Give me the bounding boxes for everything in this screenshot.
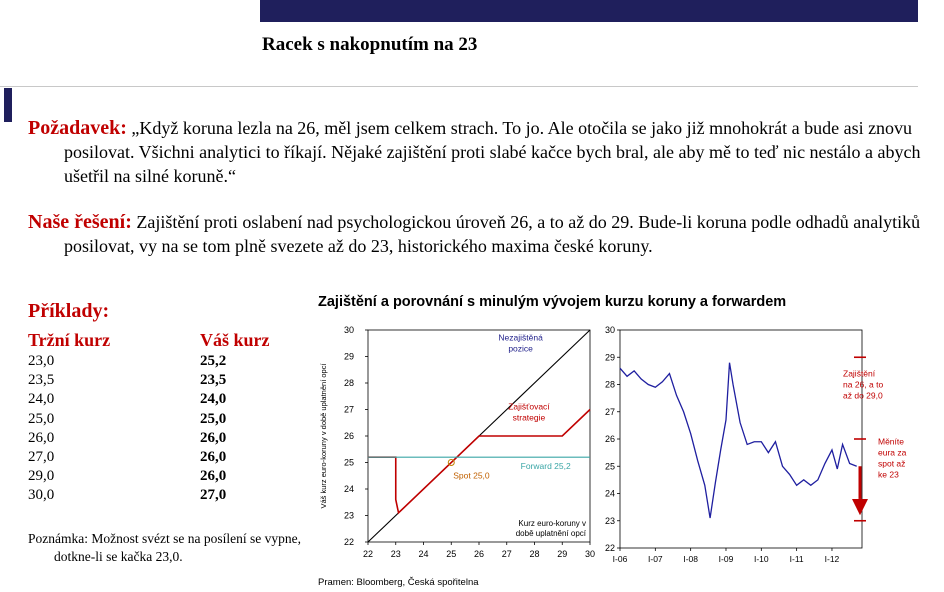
- y-tick-label: 25: [343, 457, 354, 468]
- top-banner: [260, 0, 918, 22]
- your-rate-cell: 25,0: [200, 410, 227, 427]
- market-rate-cell: 23,5: [28, 372, 55, 389]
- market-rate-cell: 26,0: [28, 429, 55, 446]
- y-tick-label: 30: [343, 325, 354, 335]
- history-chart: [602, 320, 907, 568]
- solution-text: Zajištění proti oslabení nad psychologickou úroveň 26, a to až do 29. Bude-li koruna podle odhadů analytiků posilovat, vy na se tom plně svezete až do 23, historického maxima české koruny.: [64, 212, 921, 256]
- examples-heading: Příklady:: [28, 300, 110, 322]
- y-tick-label: 26: [343, 431, 354, 441]
- requirement-text: „Když koruna lezla na 26, měl jsem celkem strach. To jo. Ale otočila se jako již mnohokrát a bude asi znovu posilovat. Všichni analytici to říkají. Nějaké zajištění proti slabé kačce bych bral, ale aby mě to teď nic nestálo a abych ušetřil na silné koruně.“: [64, 118, 921, 186]
- solution-label: Naše řešení:: [28, 211, 132, 233]
- y-tick-label: 28: [604, 379, 615, 390]
- x-tick-label: 26: [473, 549, 485, 559]
- table-row: [28, 448, 260, 467]
- table-row: [28, 352, 260, 371]
- x-tick-label: 25: [446, 549, 457, 559]
- y-tick-label: 23: [604, 515, 615, 526]
- your-rate-cell: 26,0: [200, 429, 227, 446]
- hedge-payoff-chart: [318, 320, 602, 568]
- x-tick-label: I-06: [612, 554, 628, 564]
- table-row: [28, 390, 260, 409]
- examples-table: [28, 352, 260, 506]
- plot-frame: [620, 330, 862, 548]
- table-row: [28, 410, 260, 429]
- x-tick-label: 24: [418, 549, 429, 559]
- x-tick-label: 23: [390, 549, 401, 559]
- eurczk-line: [620, 363, 857, 518]
- table-row: [28, 486, 260, 505]
- hedge-annotation: Zajištění na 26, a to až do 29,0: [843, 368, 884, 401]
- x-tick-label: I-09: [718, 554, 734, 564]
- requirement-paragraph: [28, 116, 944, 188]
- y-tick-label: 24: [343, 484, 354, 494]
- spot-annotation: Měníte eura za spot až ke 23: [878, 436, 907, 480]
- y-axis-label: Váš kurz euro-koruny v době uplatnění opcí: [319, 363, 328, 509]
- chart-title: Zajištění a porovnání s minulým vývojem kurzu koruny a forwardem: [318, 294, 787, 310]
- unhedged-label: Nezajištěná pozice: [498, 332, 543, 354]
- y-tick-label: 29: [604, 352, 615, 363]
- table-row: [28, 467, 260, 486]
- market-rate-cell: 23,0: [28, 353, 55, 369]
- x-tick-label: 29: [557, 549, 568, 559]
- requirement-label: Požadavek:: [28, 117, 127, 139]
- table-row: [28, 429, 260, 448]
- your-rate-cell: 26,0: [200, 468, 227, 485]
- divider: [0, 86, 918, 87]
- y-tick-label: 27: [343, 404, 354, 415]
- page-title: Racek s nakopnutím na 23: [262, 34, 478, 55]
- y-tick-label: 22: [604, 543, 615, 553]
- y-tick-label: 22: [343, 537, 354, 547]
- down-arrow-icon: [852, 499, 868, 515]
- market-rate-cell: 24,0: [28, 391, 55, 408]
- your-rate-cell: 26,0: [200, 449, 227, 466]
- y-tick-label: 24: [604, 488, 615, 499]
- y-tick-label: 29: [343, 351, 354, 362]
- x-tick-label: 22: [362, 549, 374, 559]
- footnote: Poznámka: Možnost svézt se na posílení se vypne, dotkne-li se kačka 23,0.: [28, 531, 301, 564]
- x-tick-label: I-10: [753, 554, 769, 564]
- market-rate-cell: 25,0: [28, 410, 55, 427]
- x-axis-label: Kurz euro-koruny v době uplatnění opcí: [515, 519, 586, 539]
- your-rate-cell: 25,2: [200, 353, 227, 369]
- table-row: [28, 371, 260, 390]
- y-tick-label: 26: [604, 434, 615, 444]
- market-rate-cell: 30,0: [28, 487, 55, 504]
- spot-label: Spot 25,0: [453, 470, 490, 481]
- your-rate-header: Váš kurz: [200, 330, 270, 350]
- x-tick-label: I-07: [648, 554, 663, 564]
- your-rate-cell: 27,0: [200, 487, 227, 504]
- y-tick-label: 27: [604, 406, 615, 417]
- x-tick-label: I-12: [824, 554, 840, 564]
- x-tick-label: 27: [501, 549, 512, 559]
- y-tick-label: 30: [604, 325, 615, 335]
- market-rate-header: Tržní kurz: [28, 330, 111, 350]
- your-rate-cell: 23,5: [200, 372, 227, 389]
- market-rate-cell: 27,0: [28, 449, 55, 466]
- x-tick-label: I-08: [683, 554, 698, 564]
- y-tick-label: 28: [343, 378, 354, 388]
- market-rate-cell: 29,0: [28, 468, 55, 485]
- your-rate-cell: 24,0: [200, 391, 227, 408]
- x-tick-label: 28: [529, 549, 540, 559]
- hedge-strategy-label: Zajišťovací strategie: [508, 401, 550, 423]
- x-tick-label: I-11: [789, 554, 804, 564]
- y-tick-label: 23: [343, 510, 354, 521]
- section-marker: [4, 88, 12, 122]
- solution-paragraph: [28, 210, 944, 258]
- y-tick-label: 25: [604, 461, 615, 472]
- x-tick-label: 30: [584, 549, 596, 559]
- forward-label: Forward 25,2: [520, 461, 571, 472]
- source-note: Pramen: Bloomberg, Česká spořitelna: [318, 577, 479, 588]
